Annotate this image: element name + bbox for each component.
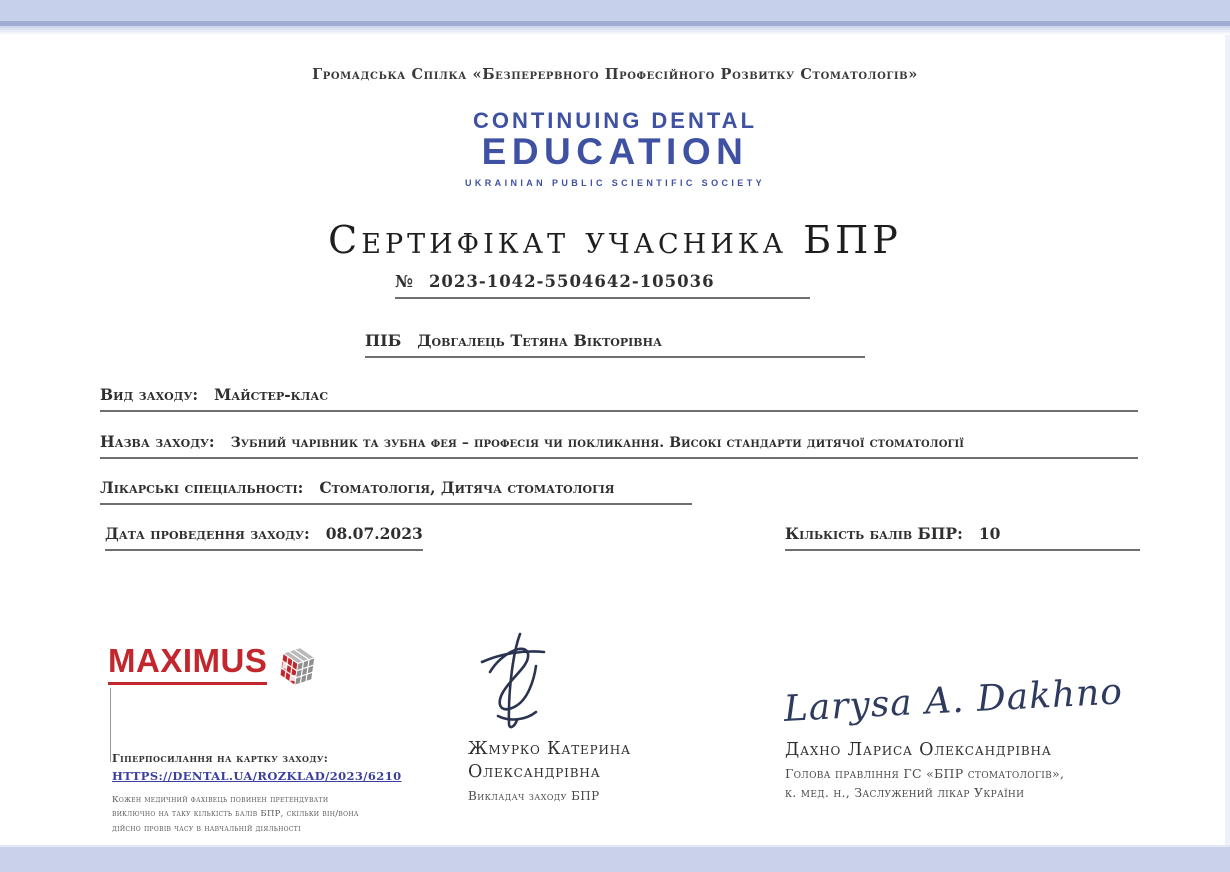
maximus-logo-text: MAXIMUS	[108, 644, 267, 685]
disclaimer-text: Кожен медичний фахівець повинен претендувати виключно на таку кількість балів БПР, скільки він/вона дійсно провів часу в навчальній діяльності	[112, 795, 359, 834]
event-card-link[interactable]: HTTPS://DENTAL.UA/ROZKLAD/2023/6210	[112, 769, 402, 783]
event-card-link-block	[112, 752, 402, 836]
event-type-label: Вид заходу:	[100, 385, 199, 404]
head-role-line-2: к. мед. н., Заслужений лікар України	[785, 785, 1025, 801]
teacher-signature-block	[468, 628, 728, 803]
participant-name-value: Довгалець Тетяна Вікторівна	[417, 331, 662, 350]
specialties-row	[100, 478, 692, 505]
organization-name: Громадська Спілка «Безперервного Професійного Розвитку Стоматологів»	[312, 66, 918, 83]
head-signature-block	[782, 650, 1145, 803]
teacher-name-line-2: Олександрівна	[468, 761, 601, 782]
continuing-dental-education-logo	[0, 108, 1230, 188]
event-date-row	[105, 524, 423, 551]
certificate-number-value: 2023-1042-5504642-105036	[428, 272, 715, 291]
logo-line-2: EDUCATION	[481, 131, 749, 172]
bpr-points-label: Кількість балів БПР:	[785, 524, 963, 543]
certificate-number-row	[395, 272, 810, 299]
bottom-border-band	[0, 845, 1230, 872]
logo-line-3: UKRAINIAN PUBLIC SCIENTIFIC SOCIETY	[464, 178, 765, 188]
hyperlink-label: Гіперпосилання на картку заходу:	[112, 752, 329, 765]
head-name: Дахно Лариса Олександрівна	[785, 740, 1052, 760]
specialties-value: Стоматологія, Дитяча стоматологія	[319, 478, 615, 497]
teacher-name-line-1: Жмурко Катерина	[468, 739, 631, 759]
top-border-band	[0, 0, 1230, 21]
teacher-role: Викладач заходу БПР	[468, 788, 600, 803]
bpr-points-value: 10	[978, 524, 1001, 543]
maximus-cube-icon	[271, 644, 317, 698]
teacher-name	[468, 738, 728, 784]
footer-divider-line	[110, 688, 111, 762]
maximus-logo	[108, 644, 317, 698]
event-type-value: Майстер-клас	[214, 385, 329, 404]
logo-line-1: CONTINUING DENTAL	[472, 108, 758, 133]
top-border-fade	[0, 26, 1230, 35]
event-type-row	[100, 385, 1138, 412]
event-name-value: Зубний чарівник та зубна фея – професія чи покликання. Високі стандарти дитячої стоматології	[230, 435, 965, 451]
certificate-number-label: №	[395, 272, 413, 291]
specialties-label: Лікарські спеціальності:	[100, 478, 304, 497]
event-date-value: 08.07.2023	[325, 524, 423, 543]
head-signature-text: Larysa A. Dakhno	[782, 671, 1124, 730]
certificate-title: Сертифікат учасника БПР	[328, 218, 902, 262]
participant-name-row	[365, 331, 865, 358]
signature-scribble-icon	[468, 717, 558, 736]
head-role-line-1: Голова правління ГС «БПР стоматологів»,	[785, 766, 1065, 781]
event-name-label: Назва заходу:	[100, 432, 215, 451]
event-date-label: Дата проведення заходу:	[105, 524, 310, 543]
head-role	[785, 764, 1145, 803]
event-name-row	[100, 432, 1138, 459]
bpr-points-row	[785, 524, 1140, 551]
participant-name-label: ПІБ	[365, 331, 402, 350]
